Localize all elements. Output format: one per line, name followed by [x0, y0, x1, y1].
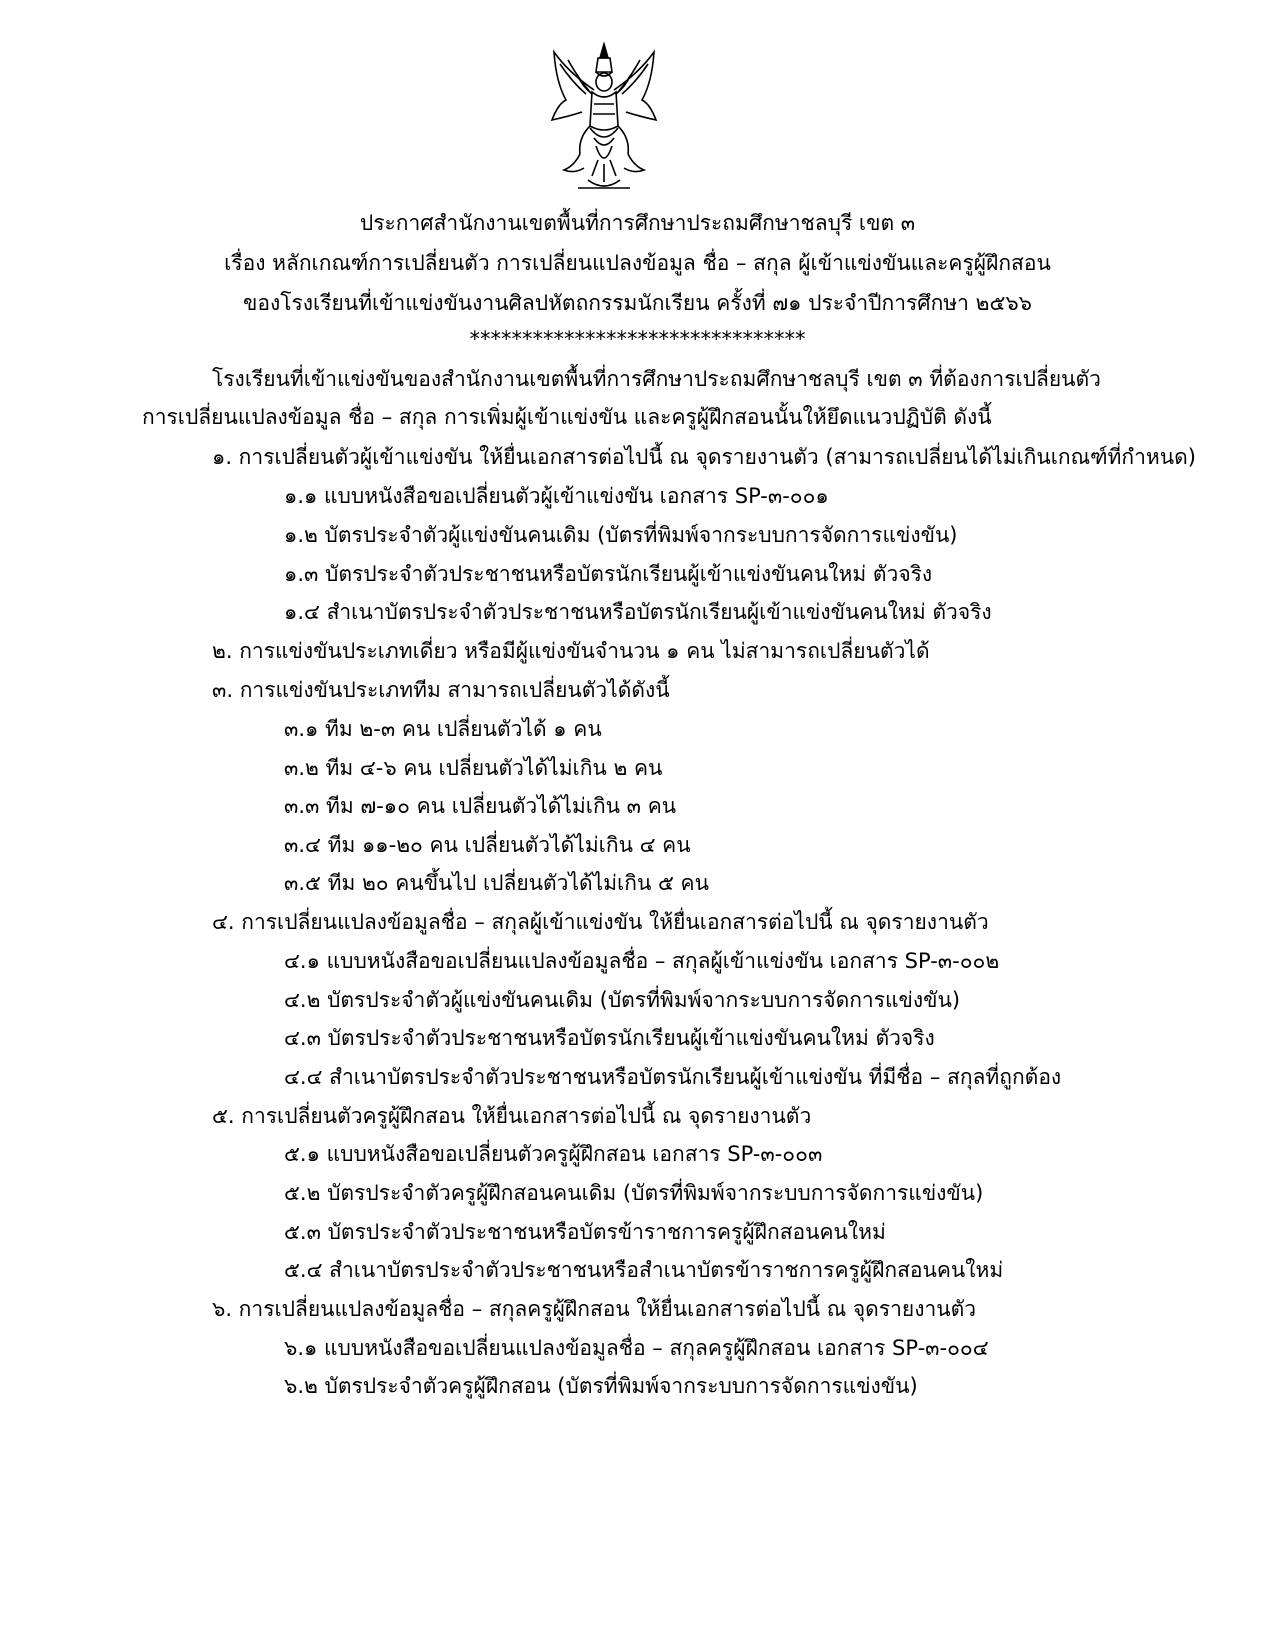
- list-item: ๑.๑ แบบหนังสือขอเปลี่ยนตัวผู้เข้าแข่งขัน เอกสาร SP-๓-๐๐๑: [284, 484, 829, 508]
- list-item: ๑.๒ บัตรประจำตัวผู้แข่งขันคนเดิม (บัตรที่พิมพ์จากระบบการจัดการแข่งขัน): [284, 523, 958, 547]
- list-item: ๓. การแข่งขันประเภททีม สามารถเปลี่ยนตัวได้ดังนี้: [212, 678, 670, 702]
- list-item: ๑. การเปลี่ยนตัวผู้เข้าแข่งขัน ให้ยื่นเอกสารต่อไปนี้ ณ จุดรายงานตัว (สามารถเปลี่ยนได้ไม่เกินเกณฑ์ที่กำหนด): [212, 445, 1196, 469]
- garuda-emblem: [548, 42, 660, 198]
- list-item: ๓.๕ ทีม ๒๐ คนขึ้นไป เปลี่ยนตัวได้ไม่เกิน ๕ คน: [284, 871, 709, 895]
- intro-paragraph-line-2: การเปลี่ยนแปลงข้อมูล ชื่อ – สกุล การเพิ่มผู้เข้าแข่งขัน และครูผู้ฝึกสอนนั้นให้ยึดแนวปฏิบัติ ดังนี้: [142, 405, 992, 429]
- subject-line-continued: ของโรงเรียนที่เข้าแข่งขันงานศิลปหัตถกรรมนักเรียน ครั้งที่ ๗๑ ประจำปีการศึกษา ๒๕๖๖: [242, 291, 1033, 315]
- subject-line: เรื่อง หลักเกณฑ์การเปลี่ยนตัว การเปลี่ยนแปลงข้อมูล ชื่อ – สกุล ผู้เข้าแข่งขันและครูผู้ฝึกสอน: [224, 251, 1051, 275]
- list-item: ๔.๒ บัตรประจำตัวผู้แข่งขันคนเดิม (บัตรที่พิมพ์จากระบบการจัดการแข่งขัน): [284, 988, 961, 1012]
- announcement-title: ประกาศสำนักงานเขตพื้นที่การศึกษาประถมศึกษาชลบุรี เขต ๓: [359, 211, 916, 235]
- list-item: ๖. การเปลี่ยนแปลงข้อมูลชื่อ – สกุลครูผู้ฝึกสอน ให้ยื่นเอกสารต่อไปนี้ ณ จุดรายงานตัว: [212, 1297, 977, 1321]
- list-item: ๕. การเปลี่ยนตัวครูผู้ฝึกสอน ให้ยื่นเอกสารต่อไปนี้ ณ จุดรายงานตัว: [212, 1104, 812, 1128]
- list-item: ๖.๑ แบบหนังสือขอเปลี่ยนแปลงข้อมูลชื่อ – สกุลครูผู้ฝึกสอน เอกสาร SP-๓-๐๐๔: [284, 1336, 989, 1360]
- list-item: ๓.๔ ทีม ๑๑-๒๐ คน เปลี่ยนตัวได้ไม่เกิน ๔ คน: [284, 833, 691, 857]
- intro-paragraph-line-1: โรงเรียนที่เข้าแข่งขันของสำนักงานเขตพื้นที่การศึกษาประถมศึกษาชลบุรี เขต ๓ ที่ต้องการเปลี่ยนตัว: [212, 367, 1101, 391]
- separator-asterisks: ********************************: [469, 327, 806, 351]
- list-item: ๕.๑ แบบหนังสือขอเปลี่ยนตัวครูผู้ฝึกสอน เอกสาร SP-๓-๐๐๓: [284, 1142, 823, 1166]
- list-item: ๕.๓ บัตรประจำตัวประชาชนหรือบัตรข้าราชการครูผู้ฝึกสอนคนใหม่: [284, 1220, 886, 1244]
- list-item: ๒. การแข่งขันประเภทเดี่ยว หรือมีผู้แข่งขันจำนวน ๑ คน ไม่สามารถเปลี่ยนตัวได้: [212, 639, 930, 663]
- list-item: ๓.๑ ทีม ๒-๓ คน เปลี่ยนตัวได้ ๑ คน: [284, 717, 602, 741]
- list-item: ๖.๒ บัตรประจำตัวครูผู้ฝึกสอน (บัตรที่พิมพ์จากระบบการจัดการแข่งขัน): [284, 1374, 918, 1398]
- list-item: ๑.๔ สำเนาบัตรประจำตัวประชาชนหรือบัตรนักเรียนผู้เข้าแข่งขันคนใหม่ ตัวจริง: [284, 600, 992, 624]
- list-item: ๔.๑ แบบหนังสือขอเปลี่ยนแปลงข้อมูลชื่อ – สกุลผู้เข้าแข่งขัน เอกสาร SP-๓-๐๐๒: [284, 949, 1000, 973]
- list-item: ๕.๒ บัตรประจำตัวครูผู้ฝึกสอนคนเดิม (บัตรที่พิมพ์จากระบบการจัดการแข่งขัน): [284, 1181, 984, 1205]
- list-item: ๔.๓ บัตรประจำตัวประชาชนหรือบัตรนักเรียนผู้เข้าแข่งขันคนใหม่ ตัวจริง: [284, 1026, 935, 1050]
- list-item: ๓.๓ ทีม ๗-๑๐ คน เปลี่ยนตัวได้ไม่เกิน ๓ คน: [284, 794, 677, 818]
- list-item: ๔. การเปลี่ยนแปลงข้อมูลชื่อ – สกุลผู้เข้าแข่งขัน ให้ยื่นเอกสารต่อไปนี้ ณ จุดรายงานตัว: [212, 910, 989, 934]
- list-item: ๔.๔ สำเนาบัตรประจำตัวประชาชนหรือบัตรนักเรียนผู้เข้าแข่งขัน ที่มีชื่อ – สกุลที่ถูกต้อง: [284, 1065, 1062, 1089]
- list-item: ๕.๔ สำเนาบัตรประจำตัวประชาชนหรือสำเนาบัตรข้าราชการครูผู้ฝึกสอนคนใหม่: [284, 1258, 1004, 1282]
- list-item: ๑.๓ บัตรประจำตัวประชาชนหรือบัตรนักเรียนผู้เข้าแข่งขันคนใหม่ ตัวจริง: [284, 562, 933, 586]
- list-item: ๓.๒ ทีม ๔-๖ คน เปลี่ยนตัวได้ไม่เกิน ๒ คน: [284, 756, 663, 780]
